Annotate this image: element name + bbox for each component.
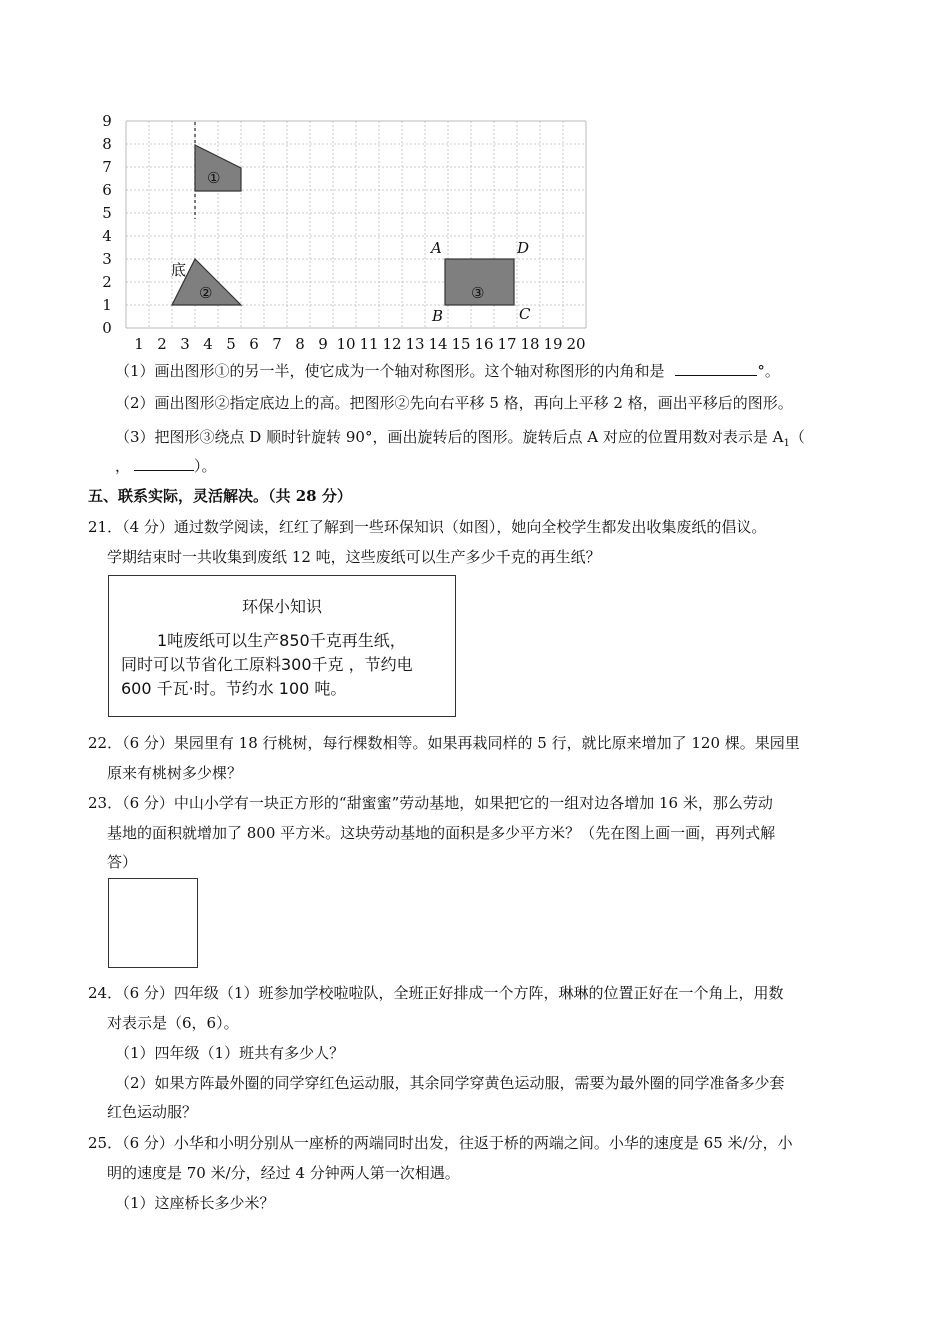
- answer-blank[interactable]: [134, 456, 194, 471]
- shape-2-label: ②: [199, 284, 213, 302]
- q24-line2: 对表示是（6，6）。: [107, 1014, 239, 1032]
- eco-box-line-1: 1吨废纸可以生产850千克再生纸，: [157, 631, 406, 650]
- q20-part1-unit: °。: [757, 362, 780, 380]
- shape-1-label: ①: [207, 169, 221, 187]
- q24-part2-a: （2）如果方阵最外圈的同学穿红色运动服，其余同学穿黄色运动服，需要为最外圈的同学准备多少套: [115, 1074, 785, 1092]
- y-tick-label: 2: [102, 273, 112, 291]
- q20-part3-open-paren: （: [789, 428, 805, 446]
- q21-line1: 21．（4 分）通过数学阅读，红红了解到一些环保知识（如图），她向全校学生都发出收集废纸的倡议。: [88, 518, 767, 536]
- y-tick-label: 4: [102, 227, 112, 245]
- y-tick-label: 1: [102, 296, 112, 314]
- section-heading: 五、联系实际，灵活解决。（共 28 分）: [88, 487, 352, 505]
- y-tick-label: 0: [102, 319, 112, 337]
- base-label: 底: [171, 261, 187, 279]
- x-tick-label: 9: [318, 335, 328, 353]
- coordinate-grid: [95, 112, 605, 357]
- x-tick-label: 12: [382, 335, 402, 353]
- point-c-label: C: [519, 305, 531, 323]
- y-tick-label: 9: [102, 112, 112, 130]
- q23-line2: 基地的面积就增加了 800 平方米。这块劳动基地的面积是多少平方米？（先在图上画一画，再列式解: [107, 824, 776, 842]
- y-axis-ticks: [102, 112, 112, 337]
- q20-part3: [115, 427, 805, 454]
- x-tick-label: 2: [157, 335, 167, 353]
- q21-line2: 学期结束时一共收集到废纸 12 吨，这些废纸可以生产多少千克的再生纸？: [107, 548, 601, 566]
- x-tick-label: 4: [203, 335, 213, 353]
- x-tick-label: 10: [336, 335, 356, 353]
- q24-part2-b: 红色运动服？: [107, 1103, 198, 1121]
- x-tick-label: 20: [566, 335, 586, 353]
- q20-part3-comma: ，: [115, 457, 131, 475]
- q23-line1: 23．（6 分）中山小学有一块正方形的“甜蜜蜜”劳动基地，如果把它的一组对边各增加 16 米，那么劳动: [88, 794, 773, 812]
- q20-part3-close: ）。: [194, 457, 217, 475]
- shape-3-label: ③: [471, 284, 485, 302]
- y-tick-label: 7: [102, 158, 112, 176]
- q25-part1: （1）这座桥长多少米？: [115, 1194, 275, 1212]
- q25-line2: 明的速度是 70 米/分，经过 4 分钟两人第一次相遇。: [107, 1164, 460, 1182]
- q20-part2: （2）画出图形②指定底边上的高。把图形②先向右平移 5 格，再向上平移 2 格，画出平移后的图形。: [115, 394, 793, 412]
- y-tick-label: 6: [102, 181, 112, 199]
- q22-line2: 原来有桃树多少棵？: [107, 764, 243, 782]
- x-tick-label: 11: [359, 335, 379, 353]
- point-a-label: A: [431, 239, 442, 257]
- q25-line1: 25．（6 分）小华和小明分别从一座桥的两端同时出发，往返于桥的两端之间。小华的速度是 65 米/分，小: [88, 1134, 793, 1152]
- q20-part3-text: （3）把图形③绕点 D 顺时针旋转 90°，画出旋转后的图形。旋转后点 A 对应的位置用数对表示是 A: [115, 428, 784, 446]
- eco-box-line-3: 600 千瓦·时。节约水 100 吨。: [121, 679, 347, 698]
- x-tick-label: 13: [405, 335, 425, 353]
- eco-box-line-2: 同时可以节省化工原料300千克 ，节约电: [121, 655, 413, 674]
- x-tick-label: 7: [272, 335, 282, 353]
- x-tick-label: 1: [134, 335, 144, 353]
- square-field-diagram[interactable]: [108, 878, 198, 968]
- q22-line1: 22．（6 分）果园里有 18 行桃树，每行棵数相等。如果再栽同样的 5 行，就比原来增加了 120 棵。果园里: [88, 734, 800, 752]
- x-tick-label: 19: [543, 335, 563, 353]
- x-tick-label: 17: [497, 335, 517, 353]
- x-tick-label: 14: [428, 335, 448, 353]
- x-tick-label: 18: [520, 335, 540, 353]
- q20-part1: [115, 361, 780, 381]
- x-tick-label: 6: [249, 335, 259, 353]
- eco-box-title: 环保小知识: [241, 597, 322, 616]
- y-tick-label: 8: [102, 135, 112, 153]
- x-tick-label: 3: [180, 335, 190, 353]
- eco-knowledge-box: [108, 575, 456, 717]
- x-tick-label: 5: [226, 335, 236, 353]
- q24-part1: （1）四年级（1）班共有多少人？: [115, 1044, 345, 1062]
- q20-part1-text: （1）画出图形①的另一半，使它成为一个轴对称图形。这个轴对称图形的内角和是: [115, 362, 665, 380]
- q23-line3: 答）: [107, 853, 138, 871]
- x-tick-label: 16: [474, 335, 494, 353]
- point-b-label: B: [432, 307, 444, 325]
- x-tick-label: 15: [451, 335, 471, 353]
- y-tick-label: 5: [102, 204, 112, 222]
- x-axis-ticks: [134, 335, 585, 353]
- y-tick-label: 3: [102, 250, 112, 268]
- answer-blank[interactable]: [675, 361, 757, 376]
- x-tick-label: 8: [295, 335, 305, 353]
- q20-part3-cont: [115, 456, 217, 476]
- subscript-1: 1: [783, 438, 790, 449]
- point-d-label: D: [517, 239, 530, 257]
- q24-line1: 24．（6 分）四年级（1）班参加学校啦啦队，全班正好排成一个方阵，琳琳的位置正好在一个角上，用数: [88, 984, 784, 1002]
